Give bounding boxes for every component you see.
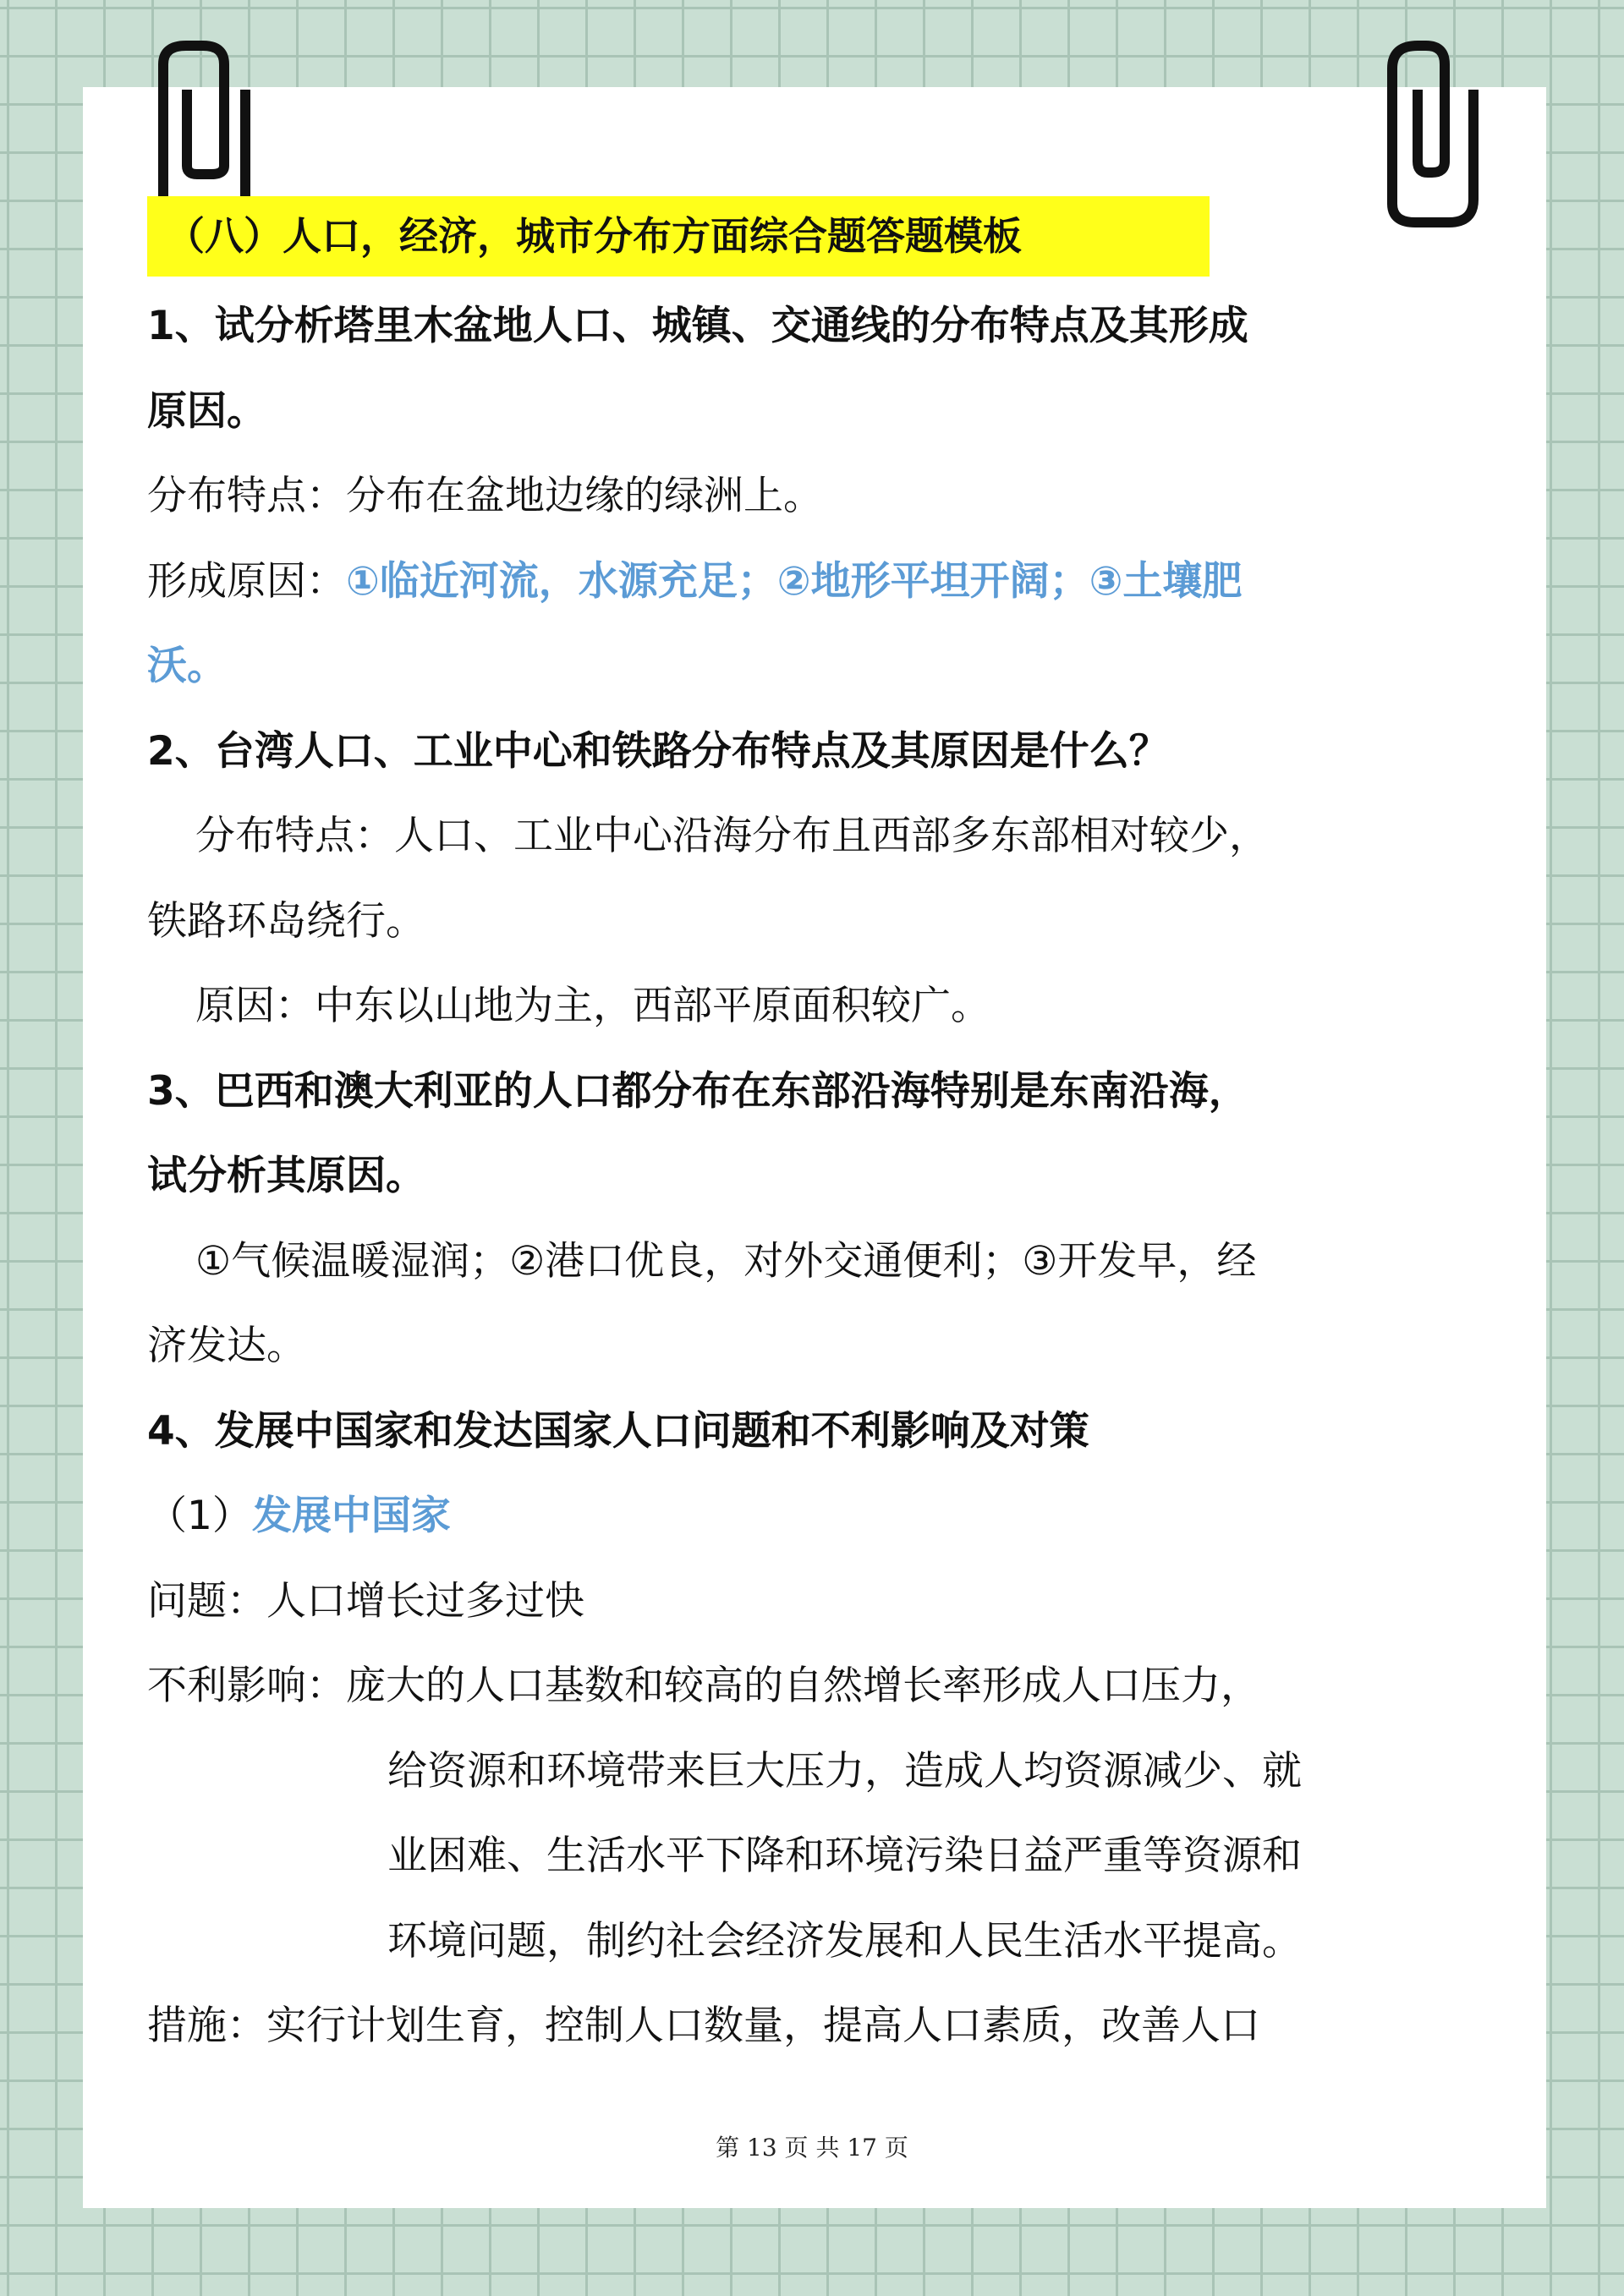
q4-impact-cont: 环境问题，制约社会经济发展和人民生活水平提高。 [387, 1917, 1302, 1964]
q1-feature [147, 454, 1475, 540]
text: ①临近河流，水源充足；②地形平坦开阔；③土壤肥 [346, 557, 1243, 605]
label: 形成原因： [147, 557, 346, 605]
page-number: 第 13 页 共 17 页 [716, 2134, 908, 2162]
paperclip-left-icon [156, 39, 254, 200]
question-3: 3、巴西和澳大利亚的人口都分布在东部沿海特别是东南沿海， [147, 1067, 1248, 1115]
text: 分布在盆地边缘的绿洲上。 [346, 473, 823, 519]
q3-answer-cont: 济发达。 [147, 1323, 306, 1369]
q2-reason: 原因：中东以山地为主，西部平原面积较广。 [195, 983, 990, 1029]
q2-feature: 分布特点：人口、工业中心沿海分布且西部多东部相对较少， [195, 813, 1269, 859]
sub-title: 发展中国家 [251, 1493, 451, 1539]
q4-subheading [147, 1474, 1475, 1559]
question-2: 2、台湾人口、工业中心和铁路分布特点及其原因是什么？ [147, 727, 1169, 775]
q4-problem: 问题：人口增长过多过快 [147, 1577, 584, 1625]
q1-reason [147, 540, 1475, 625]
q4-impact-cont: 给资源和环境带来巨大压力，造成人均资源减少、就 [387, 1747, 1302, 1795]
document-body [147, 284, 1475, 2069]
paperclip-right-icon [1385, 39, 1480, 229]
question-1-cont: 原因。 [147, 387, 266, 435]
q3-answer: ①气候温暖湿润；②港口优良，对外交通便利；③开发早，经 [195, 1237, 1257, 1285]
section-title: （八）人口，经济，城市分布方面综合题答题模板 [147, 196, 1210, 277]
q4-impact [147, 1644, 1475, 1729]
q2-feature-cont: 铁路环岛绕行。 [147, 897, 425, 945]
label: 分布特点： [147, 473, 346, 519]
q4-impact-cont: 业困难、生活水平下降和环境污染日益严重等资源和 [387, 1833, 1302, 1879]
label: 不利影响： [147, 1663, 346, 1709]
question-3-cont: 试分析其原因。 [147, 1153, 425, 1199]
text: 庞大的人口基数和较高的自然增长率形成人口压力， [346, 1663, 1260, 1709]
q4-measures: 措施：实行计划生育，控制人口数量，提高人口素质，改善人口 [147, 2003, 1260, 2049]
question-1: 1、试分析塔里木盆地人口、城镇、交通线的分布特点及其形成 [147, 303, 1248, 349]
prefix: （1） [147, 1493, 252, 1539]
question-4: 4、发展中国家和发达国家人口问题和不利影响及对策 [147, 1407, 1089, 1455]
q1-reason-cont: 沃。 [147, 643, 227, 689]
